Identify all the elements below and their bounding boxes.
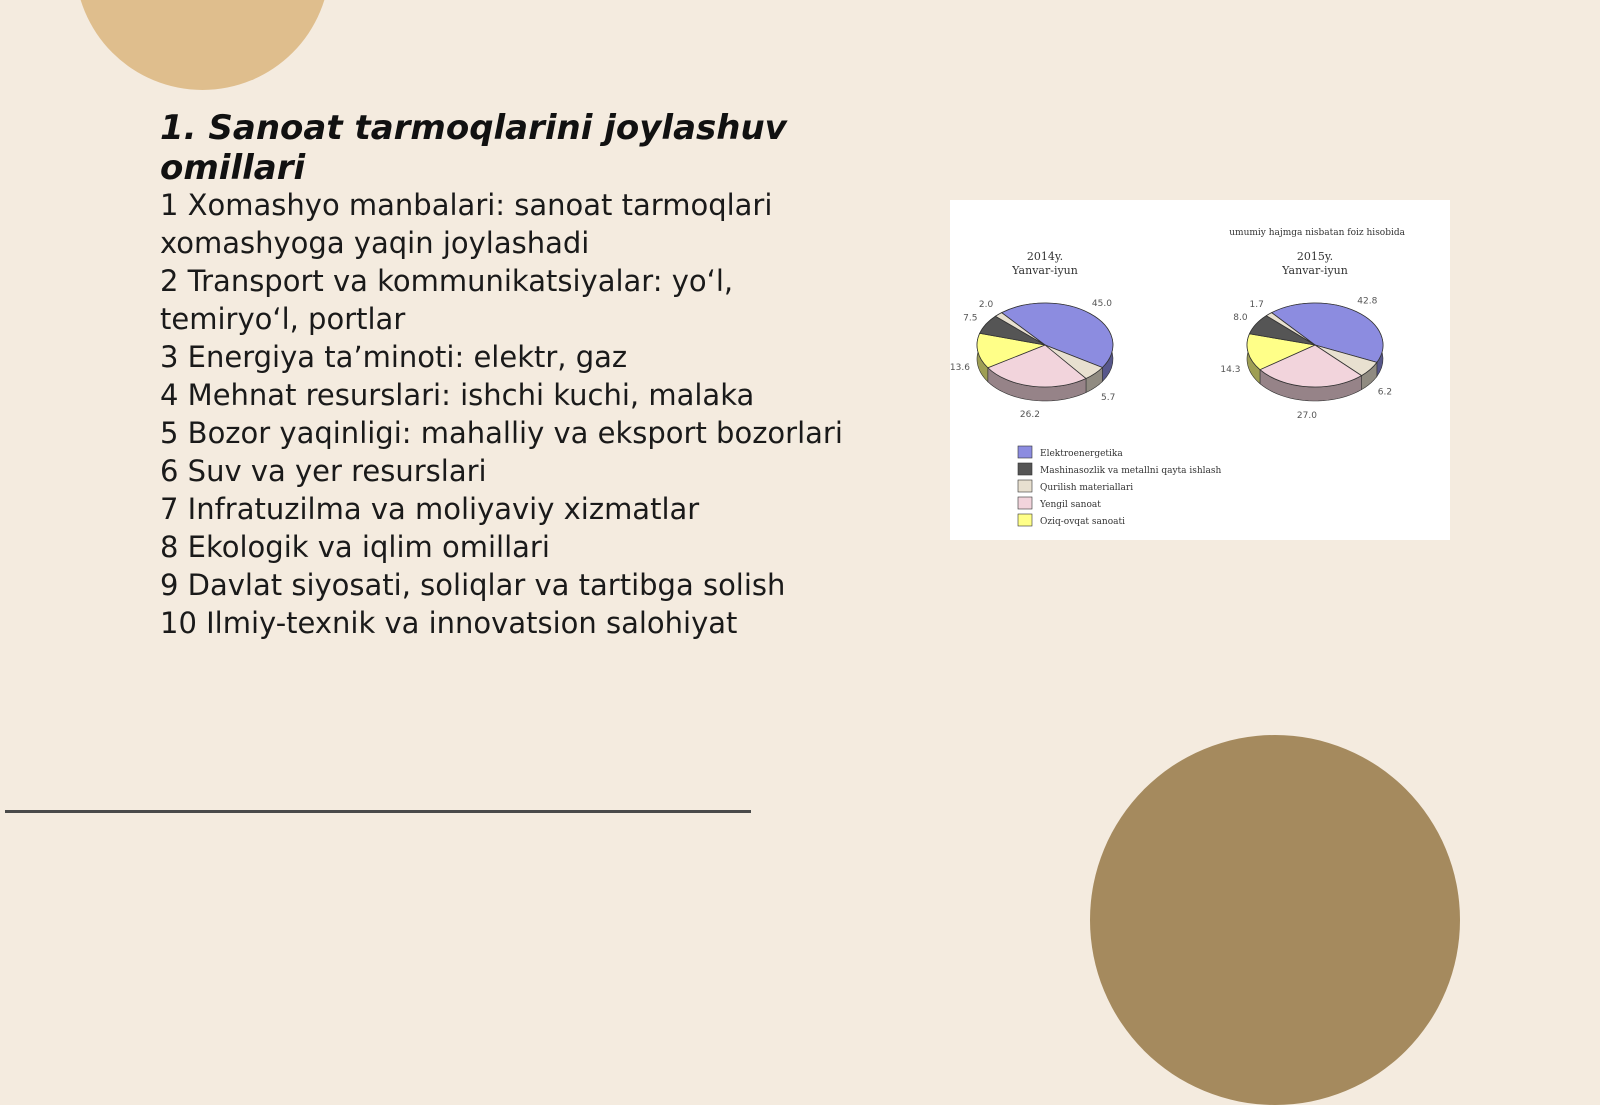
pie-title-2015-year: 2015y. [1296,250,1334,263]
pie-2014 [950,299,1115,420]
pie-value-label-2014-0: 45.0 [1091,299,1112,309]
factor-item-10: 10 Ilmiy-texnik va innovatsion salohiyat [160,606,738,640]
pie-value-label-2014-1: 5.7 [1101,392,1116,403]
pie-value-label-2015-0: 42.8 [1357,296,1378,307]
pie-title-2014-year: 2014y. [1026,250,1064,263]
factor-item-6: 6 Suv va yer resurslari [160,454,487,488]
legend-swatch-1 [1018,463,1032,475]
factor-item-9: 9 Davlat siyosati, soliqlar va tartibga solish [160,568,786,602]
slide-divider [5,810,751,813]
factor-list [160,186,860,642]
pie-value-label-2015-3: 14.3 [1220,365,1241,375]
legend-swatch-3 [1018,497,1032,509]
factor-item-7: 7 Infratuzilma va moliyaviy xizmatlar [160,492,700,526]
pie-value-label-2015-2: 27.0 [1296,410,1317,421]
legend-swatch-2 [1018,480,1032,492]
chart-legend [1018,446,1222,527]
decorative-circle-bottom [1090,735,1460,1105]
legend-label-2: Qurilish materiallari [1040,483,1134,493]
pie-title-2015-period: Yanvar-iyun [1282,264,1348,277]
pie-value-label-2014-2: 26.2 [1019,410,1040,421]
legend-label-4: Oziq-ovqat sanoati [1040,517,1125,527]
legend-swatch-4 [1018,514,1032,526]
legend-label-1: Mashinasozlik va metallni qayta ishlash [1040,466,1222,476]
industry-share-pie-chart [950,200,1450,540]
decorative-circle-top [75,0,330,90]
pie-value-label-2014-3: 13.6 [950,363,970,374]
pie-value-label-2014-5: 2.0 [978,300,994,311]
legend-label-3: Yengil sanoat [1040,500,1101,510]
pie-chart-svg [950,200,1450,540]
factor-item-4: 4 Mehnat resurslari: ishchi kuchi, malaka [160,378,755,412]
pie-title-2014-period: Yanvar-iyun [1012,264,1078,277]
legend-swatch-0 [1018,446,1032,458]
pie-value-label-2015-4: 8.0 [1233,313,1248,324]
factor-item-1: 1 Xomashyo manbalari: sanoat tarmoqlari xomashyoga yaqin joylashadi [160,188,773,260]
legend-label-0: Elektroenergetika [1040,449,1123,459]
factor-item-2: 2 Transport va kommunikatsiyalar: yo‘l, temiryo‘l, portlar [160,264,734,336]
pie-2015 [1220,297,1392,421]
pie-value-label-2014-4: 7.5 [963,313,978,324]
factor-item-5: 5 Bozor yaqinligi: mahalliy va eksport bozorlari [160,416,843,450]
pie-value-label-2015-1: 6.2 [1377,387,1393,398]
chart-subtitle: umumiy hajmga nisbatan foiz hisobida [1229,228,1405,238]
factor-item-3: 3 Energiya ta’minoti: elektr, gaz [160,340,628,374]
pie-value-label-2015-5: 1.7 [1249,299,1264,310]
factor-item-8: 8 Ekologik va iqlim omillari [160,530,550,564]
slide-title: 1. Sanoat tarmoqlarini joylashuv omillari [160,108,787,188]
